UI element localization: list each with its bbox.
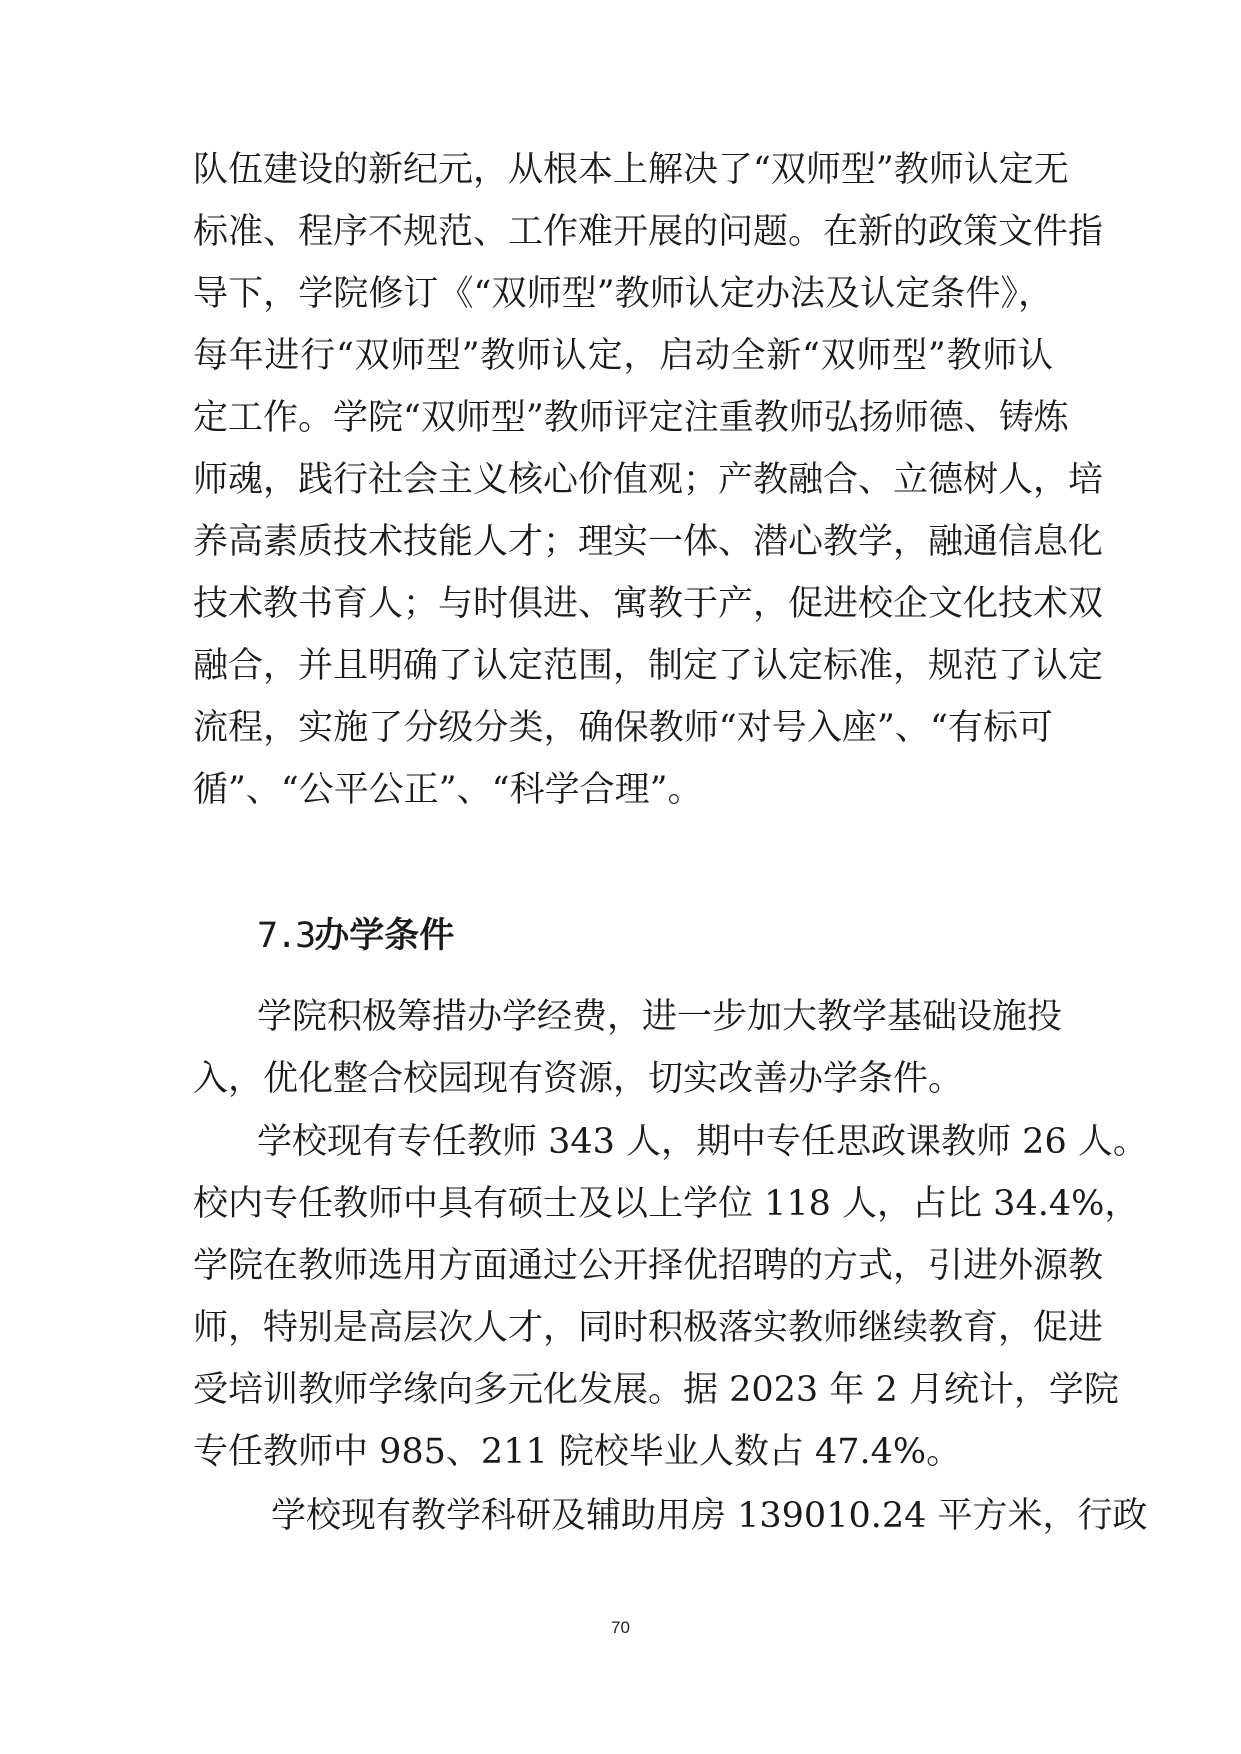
paragraph-line: 学校现有教学科研及辅助用房 139010.24 平方米，行政 [271, 1496, 1148, 1536]
section-number: 7.3 [257, 916, 315, 956]
paragraph-line: 专任教师中 985、211 院校毕业人数占 47.4%。 [193, 1432, 962, 1472]
paragraph-line: 每年进行“双师型”教师认定，启动全新“双师型”教师认 [193, 336, 1053, 376]
section-title: 办学条件 [314, 916, 455, 956]
paragraph-line: 融合，并且明确了认定范围，制定了认定标准，规范了认定 [193, 646, 1104, 686]
paragraph-line: 学校现有专任教师 343 人，期中专任思政课教师 26 人。 [257, 1122, 1148, 1162]
paragraph-line: 校内专任教师中具有硕士及以上学位 118 人，占比 34.4%， [193, 1184, 1140, 1224]
paragraph-line: 师，特别是高层次人才，同时积极落实教师继续教育，促进 [193, 1308, 1104, 1348]
paragraph-line: 学院在教师选用方面通过公开择优招聘的方式，引进外源教 [193, 1246, 1104, 1286]
paragraph-line: 师魂，践行社会主义核心价值观；产教融合、立德树人，培 [193, 460, 1104, 500]
paragraph-line: 学院积极筹措办学经费，进一步加大教学基础设施投 [257, 997, 1063, 1037]
paragraph-line: 标准、程序不规范、工作难开展的问题。在新的政策文件指 [193, 212, 1104, 252]
paragraph-line: 入，优化整合校园现有资源，切实改善办学条件。 [193, 1059, 964, 1099]
paragraph-line: 养高素质技术技能人才；理实一体、潜心教学，融通信息化 [193, 522, 1104, 562]
paragraph-line: 队伍建设的新纪元，从根本上解决了“双师型”教师认定无 [193, 150, 1069, 190]
paragraph-line: 导下，学院修订《“双师型”教师认定办法及认定条件》， [193, 274, 1053, 314]
section-heading [257, 910, 454, 962]
paragraph-line: 定工作。学院“双师型”教师评定注重教师弘扬师德、铸炼 [193, 398, 1069, 438]
page-number: 70 [611, 1618, 630, 1637]
paragraph-line: 受培训教师学缘向多元化发展。据 2023 年 2 月统计，学院 [193, 1370, 1119, 1410]
paragraph-line: 流程，实施了分级分类，确保教师“对号入座”、“有标可 [193, 708, 1053, 748]
paragraph-line: 技术教书育人；与时俱进、寓教于产，促进校企文化技术双 [193, 584, 1104, 624]
paragraph-line: 循”、“公平公正”、“科学合理”。 [193, 770, 703, 810]
